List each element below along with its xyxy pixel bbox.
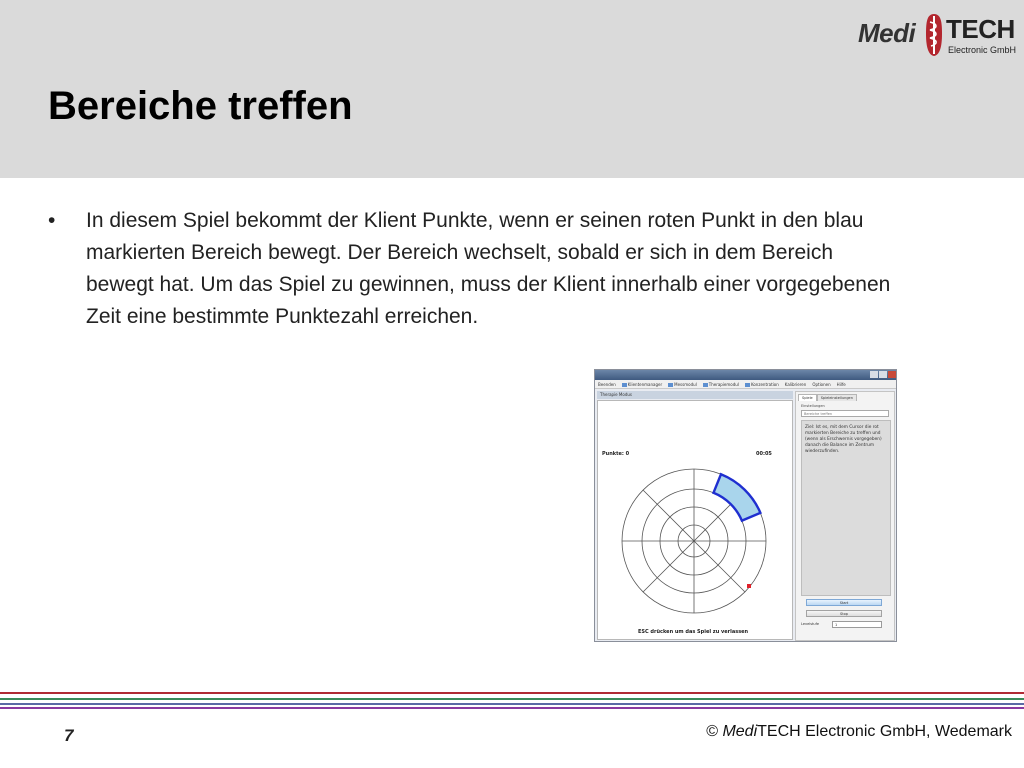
page-number: 7 bbox=[64, 726, 74, 745]
tab-spiele[interactable]: Spiele bbox=[798, 394, 817, 401]
tab-spieleinstellungen[interactable]: Spieleinstellungen bbox=[817, 394, 857, 401]
stop-button[interactable]: Stop bbox=[806, 610, 882, 617]
menu-klientenmanager bbox=[622, 382, 662, 387]
maximize-icon bbox=[879, 371, 887, 378]
footer-line-green bbox=[0, 698, 1024, 700]
therapy-icon bbox=[703, 383, 708, 387]
app-menubar bbox=[595, 380, 897, 389]
level-label: Levelstufe bbox=[801, 622, 820, 626]
logo-tech-text: TECH bbox=[946, 14, 1015, 44]
slide-title: Bereiche treffen bbox=[48, 84, 353, 128]
score-label: Punkte: 0 bbox=[602, 451, 630, 457]
level-select[interactable]: 1 bbox=[832, 621, 882, 628]
menu-hilfe: Hilfe bbox=[836, 381, 846, 387]
app-mode-label: Therapie Modus bbox=[597, 391, 793, 399]
menu-klientenmanager-label: Klientenmanager bbox=[627, 381, 663, 387]
menu-beenden: Beenden bbox=[598, 381, 616, 387]
window-buttons bbox=[870, 371, 896, 378]
player-dot bbox=[747, 584, 751, 588]
logo-medi-text: Medi bbox=[858, 18, 916, 48]
menu-konzentration-label: Konzentration bbox=[750, 381, 779, 387]
game-description: Ziel: Ist es, mit dem Cursor die rot markierten Bereiche zu treffen und (wenn als Erschwernis vorgegeben) danach die Balance im Zentrum wiederzufinden. bbox=[801, 420, 891, 596]
close-icon bbox=[888, 371, 896, 378]
menu-therapiemodul-label: Therapiemodul bbox=[708, 381, 739, 387]
timer-label: 00:05 bbox=[756, 451, 772, 457]
footer-copyright bbox=[706, 723, 1012, 741]
menu-kalibrieren: Kalibrieren bbox=[784, 381, 807, 387]
bullet-symbol: • bbox=[48, 209, 56, 232]
bullet-list bbox=[48, 205, 908, 333]
game-select[interactable]: Bereiche treffen bbox=[801, 410, 889, 417]
slide-header bbox=[0, 0, 1024, 178]
menu-therapiemodul bbox=[703, 382, 739, 387]
menu-messmodul bbox=[668, 382, 697, 387]
menu-konzentration bbox=[745, 382, 779, 387]
esc-hint: ESC drücken um das Spiel zu verlassen bbox=[638, 629, 749, 635]
measure-icon bbox=[668, 383, 673, 387]
menu-optionen: Optionen bbox=[812, 381, 831, 387]
footer-line-blue bbox=[0, 703, 1024, 705]
minimize-icon bbox=[870, 371, 878, 378]
settings-panel bbox=[795, 391, 895, 641]
copyright-medi: Medi bbox=[722, 723, 758, 740]
bullet-text: In diesem Spiel bekommt der Klient Punkte, wenn er seinen roten Punkt in den blau markierten Bereich bewegt. Der Bereich wechselt, sobald er sich in dem Bereich bewegt hat. Um das Spiel zu gewinnen, muss der Klient innerhalb einer vorgegebenen Zeit eine bestimmte Punktezahl erreichen. bbox=[86, 209, 891, 328]
footer-line-red bbox=[0, 692, 1024, 694]
app-titlebar bbox=[595, 370, 897, 380]
target-rings bbox=[614, 461, 774, 621]
settings-label: Einstellungen bbox=[801, 404, 825, 408]
footer-lines bbox=[0, 692, 1024, 718]
panel-tabs bbox=[798, 394, 857, 401]
game-area bbox=[597, 400, 793, 640]
footer-line-purple bbox=[0, 707, 1024, 709]
logo-subtitle: Electronic GmbH bbox=[948, 45, 1017, 55]
start-button[interactable]: Start bbox=[806, 599, 882, 606]
concentration-icon bbox=[745, 383, 750, 387]
app-screenshot bbox=[594, 369, 897, 642]
copyright-symbol: © bbox=[706, 723, 718, 740]
menu-messmodul-label: Messmodul bbox=[674, 381, 697, 387]
meditech-logo bbox=[858, 12, 1018, 60]
copyright-company: TECH Electronic GmbH, Wedemark bbox=[757, 723, 1012, 740]
clients-icon bbox=[622, 383, 627, 387]
aesculapius-staff-icon bbox=[924, 12, 944, 58]
bullet-item bbox=[48, 205, 908, 333]
